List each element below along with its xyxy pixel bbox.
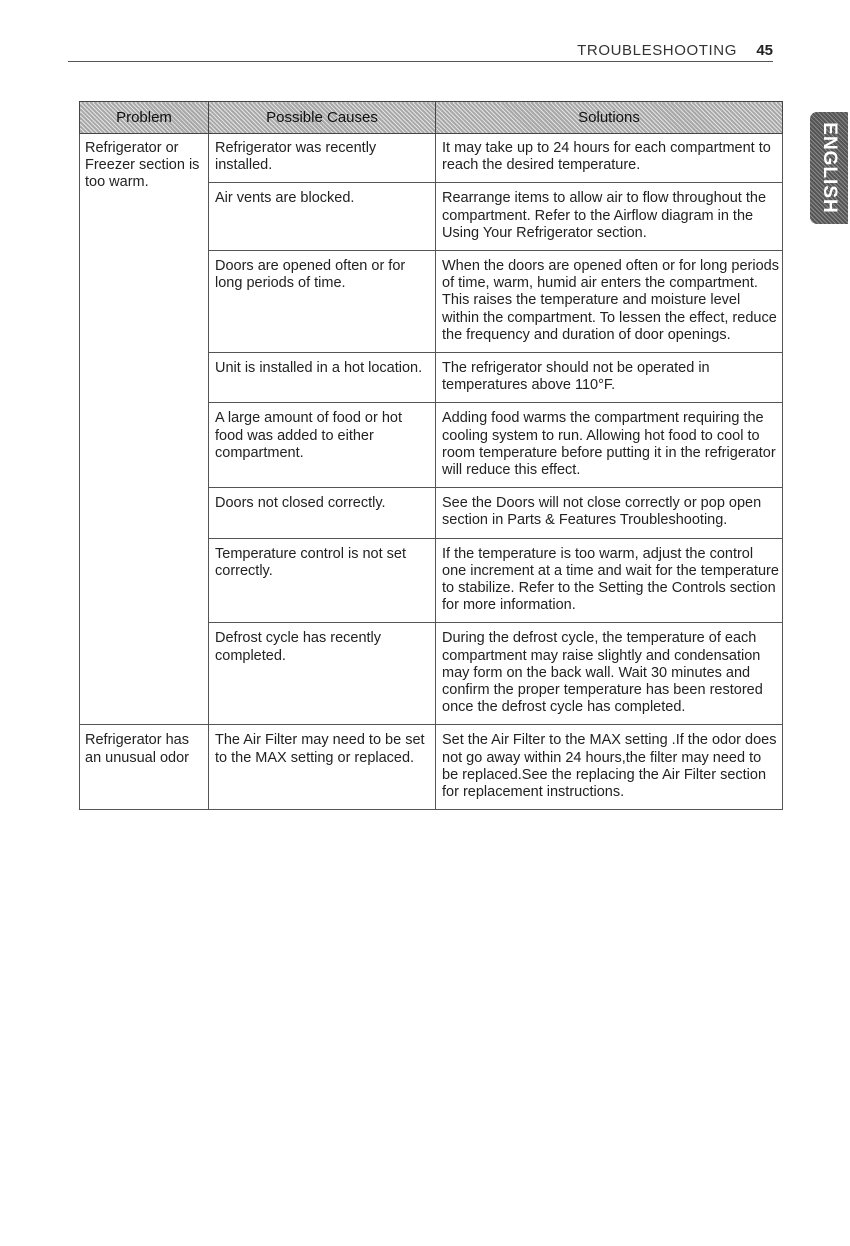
page-number: 45	[756, 42, 773, 59]
language-tab-label: ENGLISH	[819, 122, 840, 214]
page-header	[68, 42, 773, 62]
problem-cell: Refrigerator has an unusual odor	[80, 725, 209, 810]
cause-cell: Doors not closed correctly.	[209, 488, 436, 538]
solution-cell: Rearrange items to allow air to flow throughout the compartment. Refer to the Airflow diagram in the Using Your Refrigerator section.	[436, 183, 783, 251]
cause-cell: The Air Filter may need to be set to the MAX setting or replaced.	[209, 725, 436, 810]
cause-cell: A large amount of food or hot food was added to either compartment.	[209, 403, 436, 488]
table-header-row	[80, 102, 783, 134]
solution-cell: See the Doors will not close correctly or pop open section in Parts & Features Troubleshooting.	[436, 488, 783, 538]
cause-cell: Unit is installed in a hot location.	[209, 353, 436, 403]
solution-cell: Set the Air Filter to the MAX setting .If the odor does not go away within 24 hours,the filter may need to be replaced.See the replacing the Air Filter section for replacement instructions.	[436, 725, 783, 810]
column-header-problem: Problem	[80, 102, 209, 134]
problem-cell: Refrigerator or Freezer section is too warm.	[80, 134, 209, 725]
cause-cell: Doors are opened often or for long periods of time.	[209, 251, 436, 353]
troubleshooting-table	[79, 101, 783, 810]
solution-cell: When the doors are opened often or for long periods of time, warm, humid air enters the compartment. This raises the temperature and moisture level within the compartment. To lessen the effect, reduce the frequency and duration of door openings.	[436, 251, 783, 353]
solution-cell: It may take up to 24 hours for each compartment to reach the desired temperature.	[436, 134, 783, 183]
column-header-solutions: Solutions	[436, 102, 783, 134]
table-row	[80, 134, 783, 183]
cause-cell: Air vents are blocked.	[209, 183, 436, 251]
solution-cell: If the temperature is too warm, adjust the control one increment at a time and wait for the temperature to stabilize. Refer to the Setting the Controls section for more information.	[436, 538, 783, 623]
language-tab	[810, 112, 848, 224]
cause-cell: Temperature control is not set correctly.	[209, 538, 436, 623]
solution-cell: The refrigerator should not be operated in temperatures above 110°F.	[436, 353, 783, 403]
cause-cell: Refrigerator was recently installed.	[209, 134, 436, 183]
section-title: TROUBLESHOOTING	[577, 42, 737, 59]
cause-cell: Defrost cycle has recently completed.	[209, 623, 436, 725]
solution-cell: Adding food warms the compartment requiring the cooling system to run. Allowing hot food to cool to room temperature before putting it in the refrigerator will reduce this effect.	[436, 403, 783, 488]
column-header-causes: Possible Causes	[209, 102, 436, 134]
solution-cell: During the defrost cycle, the temperature of each compartment may raise slightly and condensation may form on the back wall. Wait 30 minutes and confirm the proper temperature has been restored once the defrost cycle has completed.	[436, 623, 783, 725]
table-row	[80, 725, 783, 810]
